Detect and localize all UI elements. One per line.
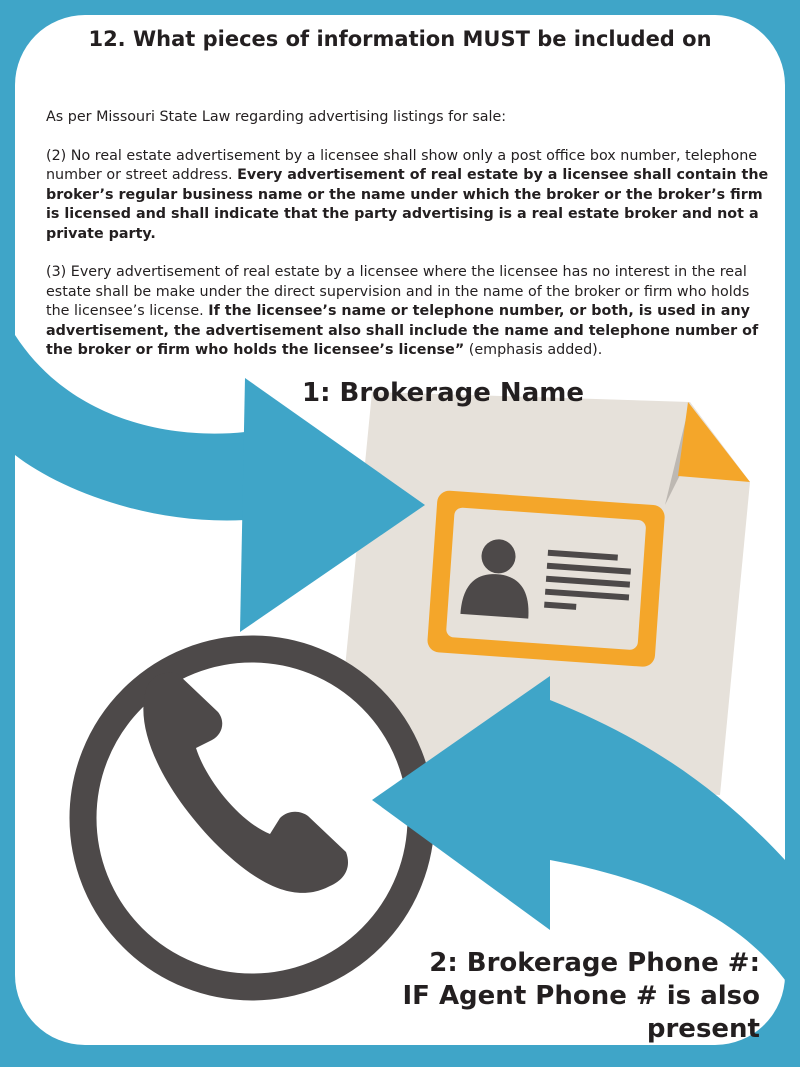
paragraph-3-plain: (3) Every advertisement of real estate by a licensee where the licensee has no interest in the real estate shall be make under the direct supervision and in the name of the broker or firm who holds the licensee’s license. xyxy=(46,264,750,319)
paragraph-3-bold: If the licensee’s name or telephone number, or both, is used in any advertisement, the advertisement also shall include the name and telephone number of the broker or firm who holds the licensee’s license” xyxy=(46,303,759,358)
body-text xyxy=(46,108,771,380)
paragraph-2-bold: Every advertisement of real estate by a licensee shall contain the broker’s regular business name or the name under which the broker or the broker’s firm is licensed and shall indicate that the party advertising is a real estate broker and not a private party. xyxy=(46,167,769,242)
paragraph-2-plain: (2) No real estate advertisement by a licensee shall show only a post office box number, telephone number or street address. xyxy=(46,147,758,183)
brokerage-phone-label xyxy=(300,947,760,1046)
paragraph-3-tail: (emphasis added). xyxy=(464,342,603,358)
brokerage-name-label: 1: Brokerage Name xyxy=(302,378,584,408)
id-card-icon xyxy=(427,490,666,668)
brokerage-phone-line1: 2: Brokerage Phone #: xyxy=(429,948,760,978)
phone-icon xyxy=(83,649,421,987)
page-title: 12. What pieces of information MUST be included on xyxy=(88,27,712,51)
paragraph-2 xyxy=(46,147,771,245)
paragraph-3 xyxy=(46,263,771,361)
document-fold-corner xyxy=(678,402,750,482)
brokerage-phone-line2: IF Agent Phone # is also present xyxy=(402,981,760,1044)
intro-paragraph: As per Missouri State Law regarding advertising listings for sale: xyxy=(46,109,507,125)
